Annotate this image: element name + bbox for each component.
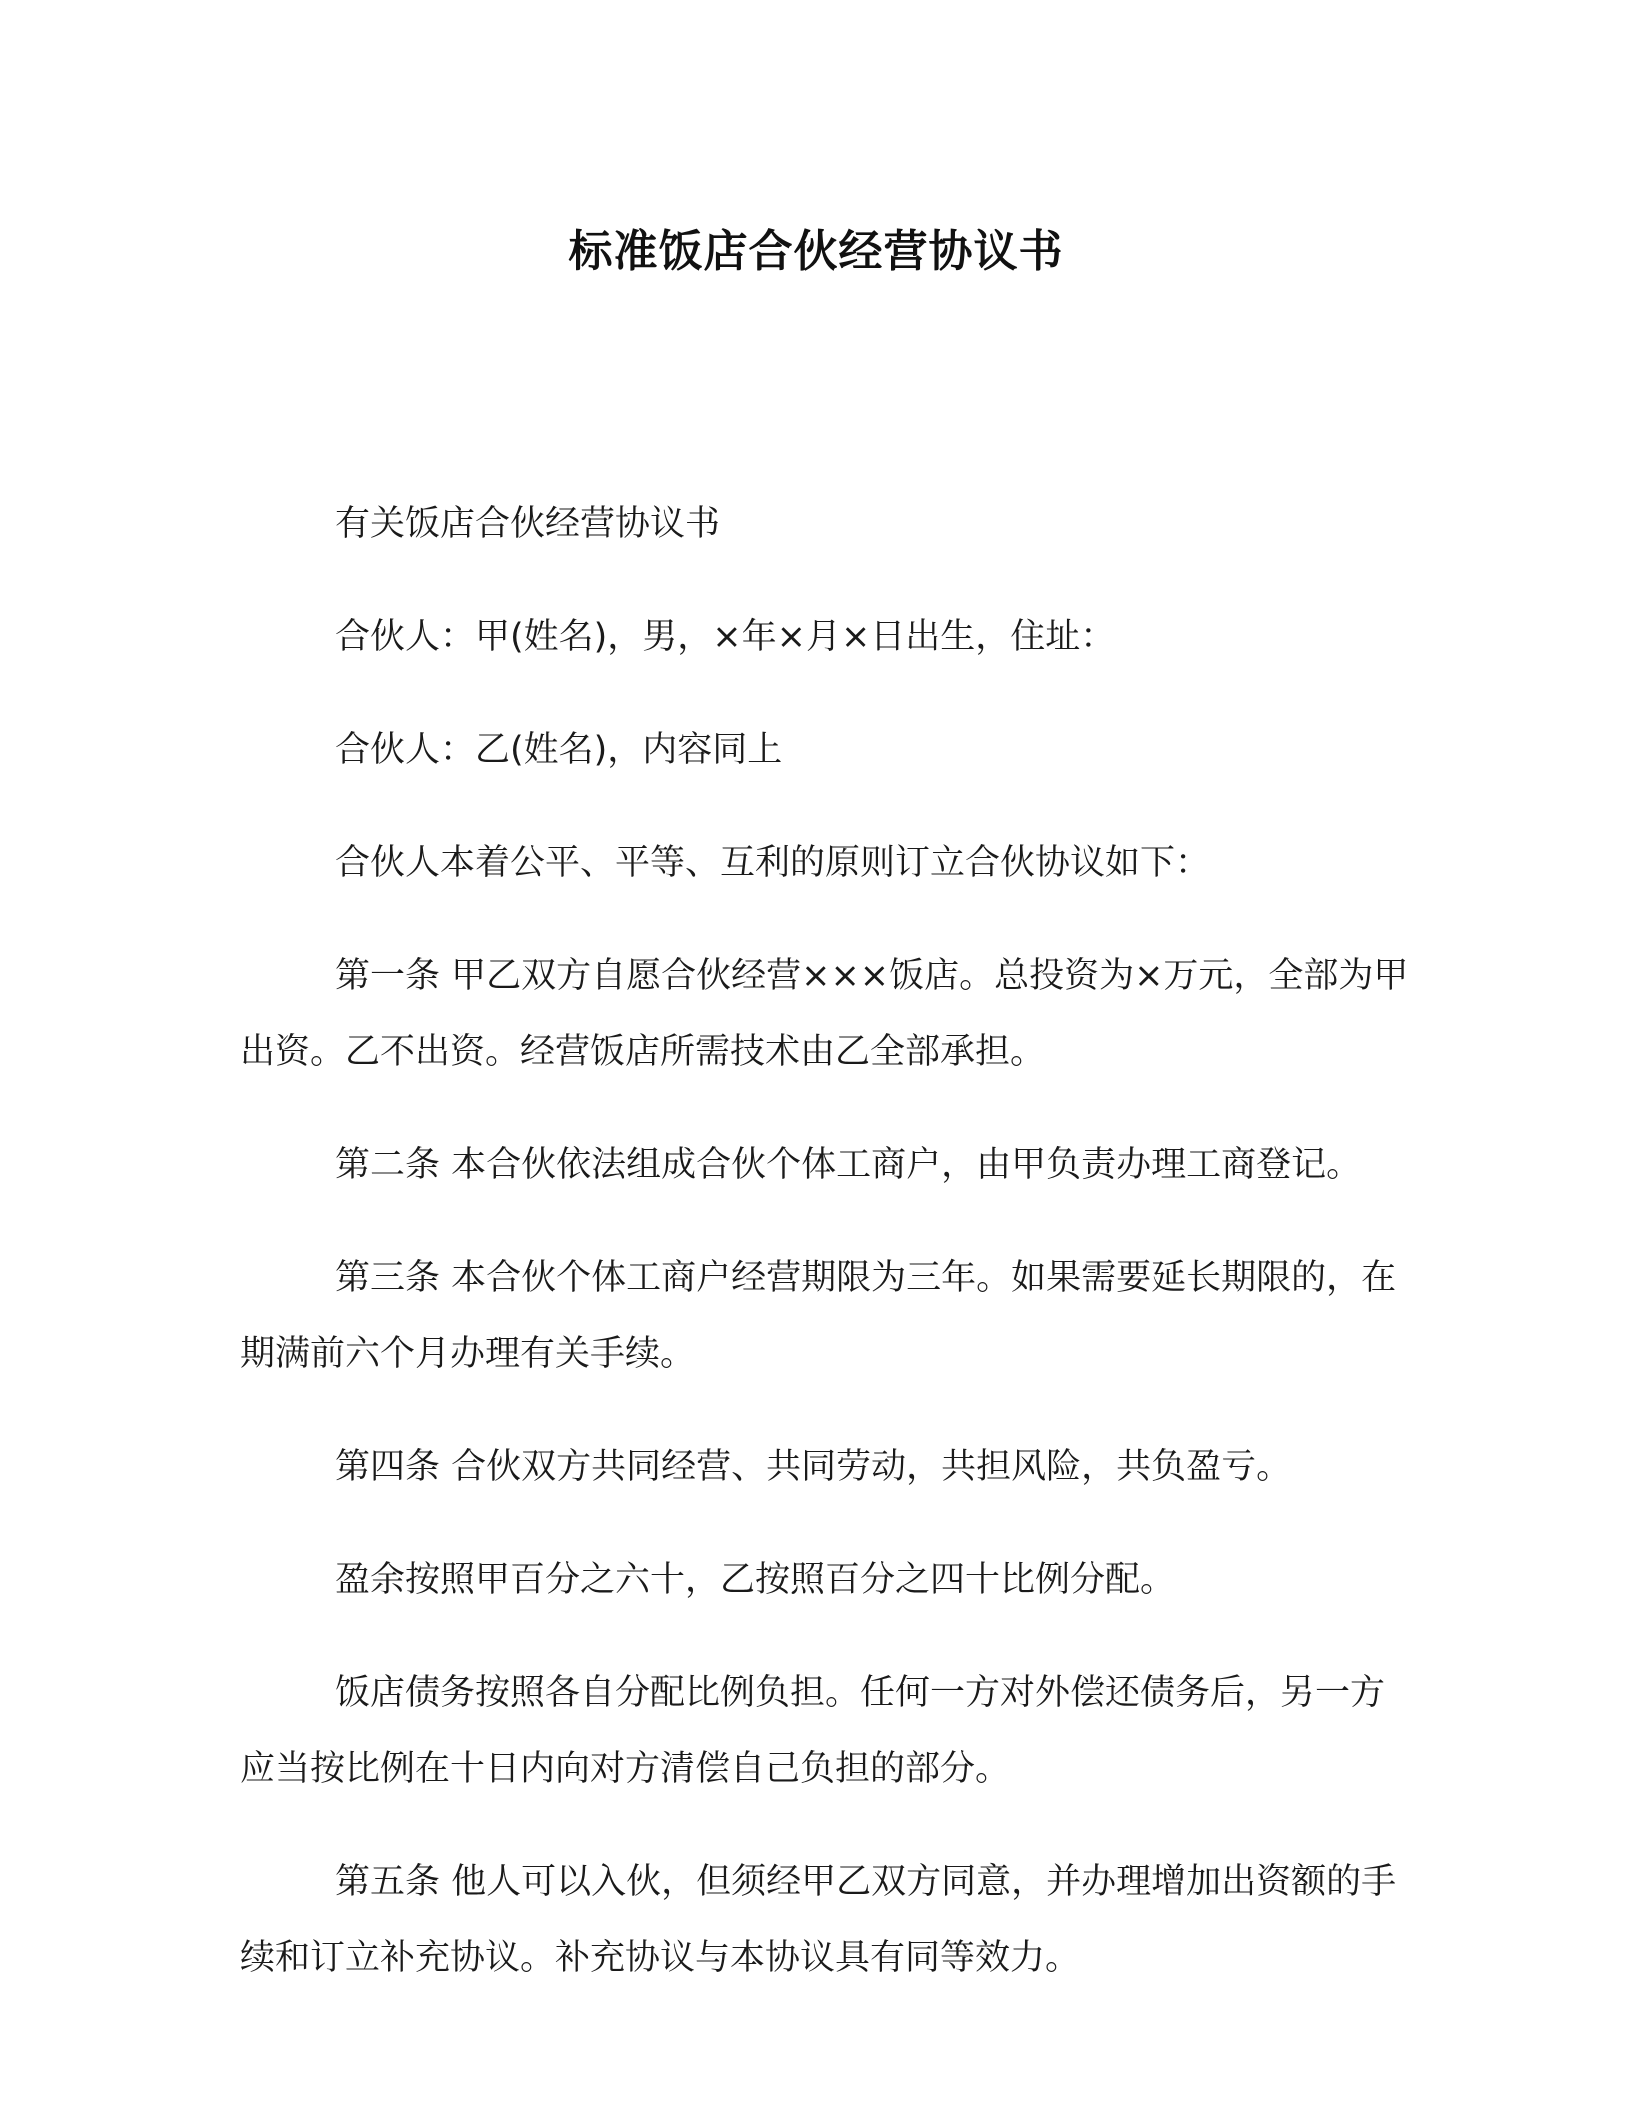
paragraph-profit-split: 盈余按照甲百分之六十，乙按照百分之四十比例分配。 [335,1560,1176,1600]
paragraph-article-4: 第四条 合伙双方共同经营、共同劳动，共担风险，共负盈亏。 [335,1447,1292,1487]
paragraph-heading: 有关饭店合伙经营协议书 [335,504,721,544]
paragraph-partner-b: 合伙人：乙(姓名)，内容同上 [335,730,783,770]
paragraph-article-5: 第五条 他人可以入伙，但须经甲乙双方同意，并办理增加出资额的手续和订立补充协议。补充协议与本协议具有同等效力。 [240,1862,1397,1978]
paragraph-article-2: 第二条 本合伙依法组成合伙个体工商户，由甲负责办理工商登记。 [335,1145,1362,1185]
paragraph-partner-a: 合伙人：甲(姓名)，男，×年×月×日出生，住址： [335,617,1116,657]
paragraph-debt-split: 饭店债务按照各自分配比例负担。任何一方对外偿还债务后，另一方应当按比例在十日内向对方清偿自己负担的部分。 [240,1673,1386,1789]
paragraph-preamble: 合伙人本着公平、平等、互利的原则订立合伙协议如下： [335,843,1211,883]
document-title: 标准饭店合伙经营协议书 [568,226,1064,277]
paragraph-article-3: 第三条 本合伙个体工商户经营期限为三年。如果需要延长期限的，在期满前六个月办理有关手续。 [240,1258,1397,1374]
document-body [240,486,1410,2033]
paragraph-article-1: 第一条 甲乙双方自愿合伙经营×××饭店。总投资为×万元，全部为甲出资。乙不出资。经营饭店所需技术由乙全部承担。 [240,956,1409,1072]
